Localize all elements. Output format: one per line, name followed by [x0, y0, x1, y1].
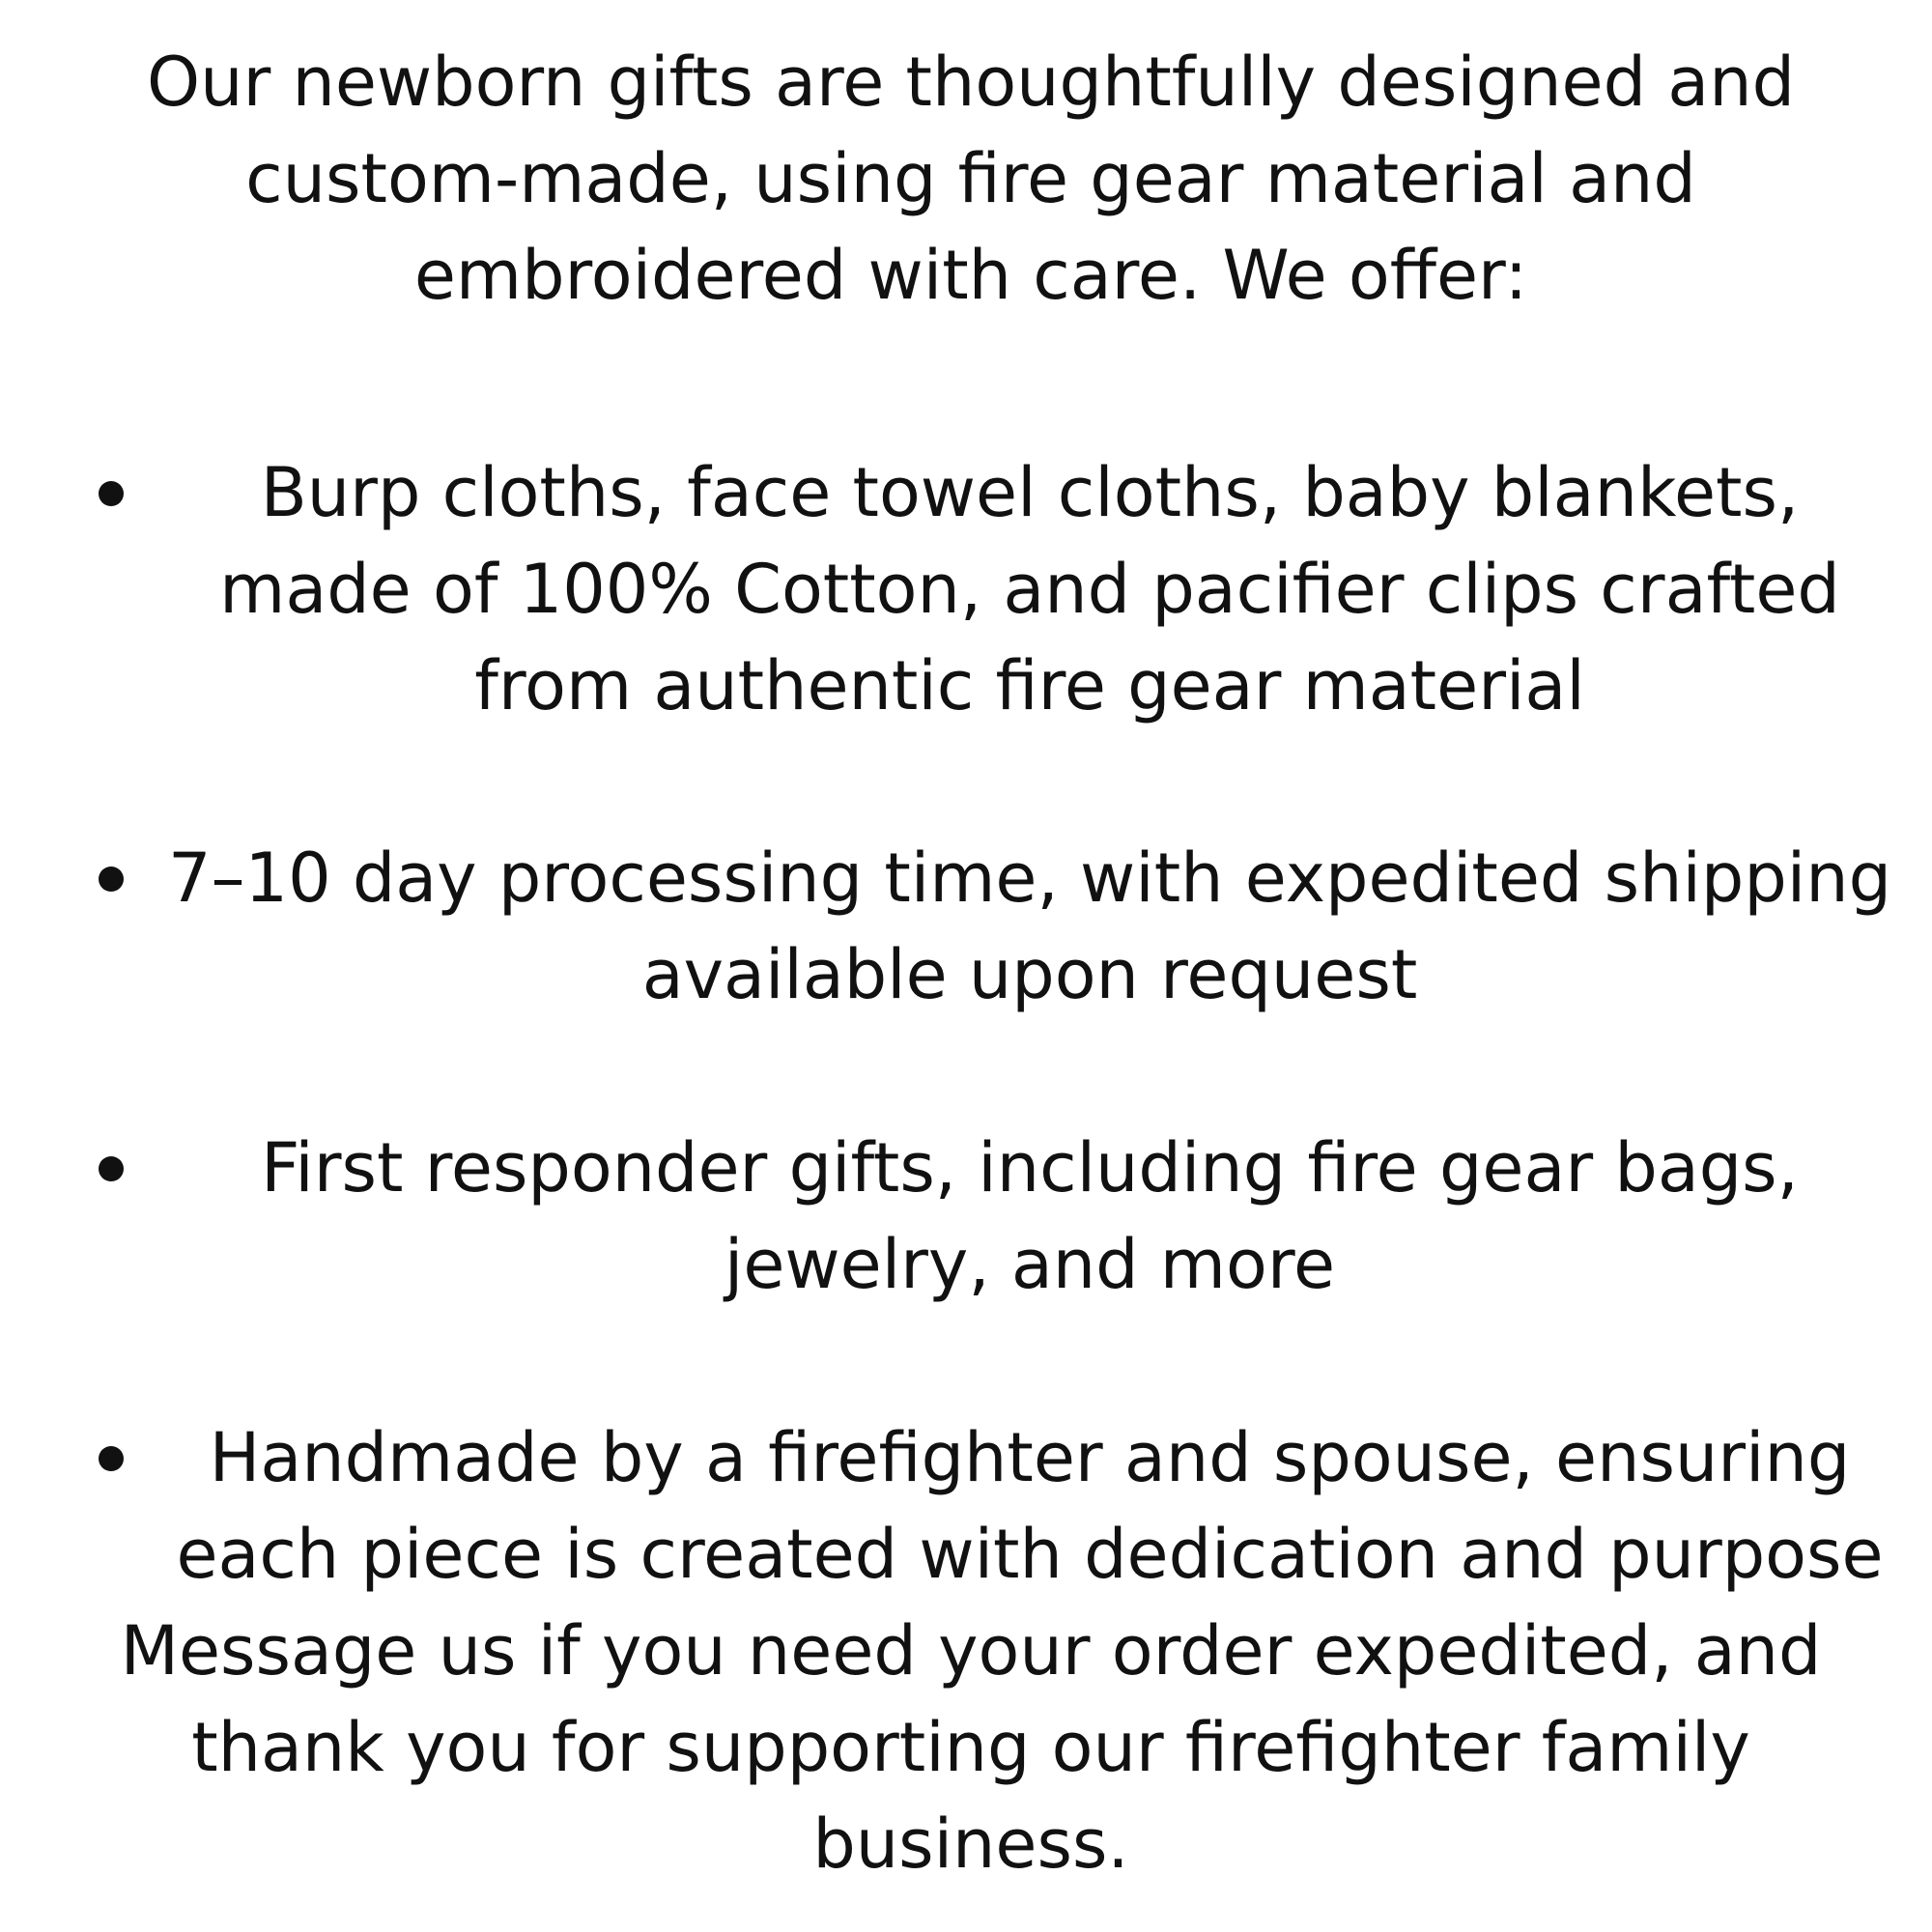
offer-line: 7–10 day processing time, with expedited shipping	[167, 838, 1892, 918]
intro-line: Our newborn gifts are thoughtfully designed and	[146, 43, 1796, 122]
closing-line: Message us if you need your order expedited, and	[120, 1611, 1822, 1690]
offer-line: each piece is created with dedication and purpose	[176, 1515, 1884, 1594]
bullet-icon	[99, 867, 124, 892]
intro-line: custom-made, using fire gear material and	[245, 139, 1696, 218]
offer-line: made of 100% Cotton, and pacifier clips crafted	[219, 550, 1840, 629]
closing-line: business.	[812, 1804, 1129, 1884]
offer-line: available upon request	[641, 935, 1418, 1014]
intro-line: embroidered with care. We offer:	[413, 236, 1528, 315]
bullet-icon	[99, 481, 124, 506]
offer-line: Burp cloths, face towel cloths, baby blankets,	[260, 453, 1800, 532]
bullet-icon	[99, 1446, 124, 1471]
offer-line: Handmade by a firefighter and spouse, ensuring	[209, 1418, 1851, 1497]
offer-line: jewelry, and more	[724, 1225, 1336, 1304]
offer-line: First responder gifts, including fire gear bags,	[261, 1128, 1799, 1208]
offer-line: from authentic fire gear material	[474, 646, 1585, 725]
closing-line: thank you for supporting our firefighter family	[191, 1708, 1750, 1787]
bullet-icon	[99, 1156, 124, 1181]
